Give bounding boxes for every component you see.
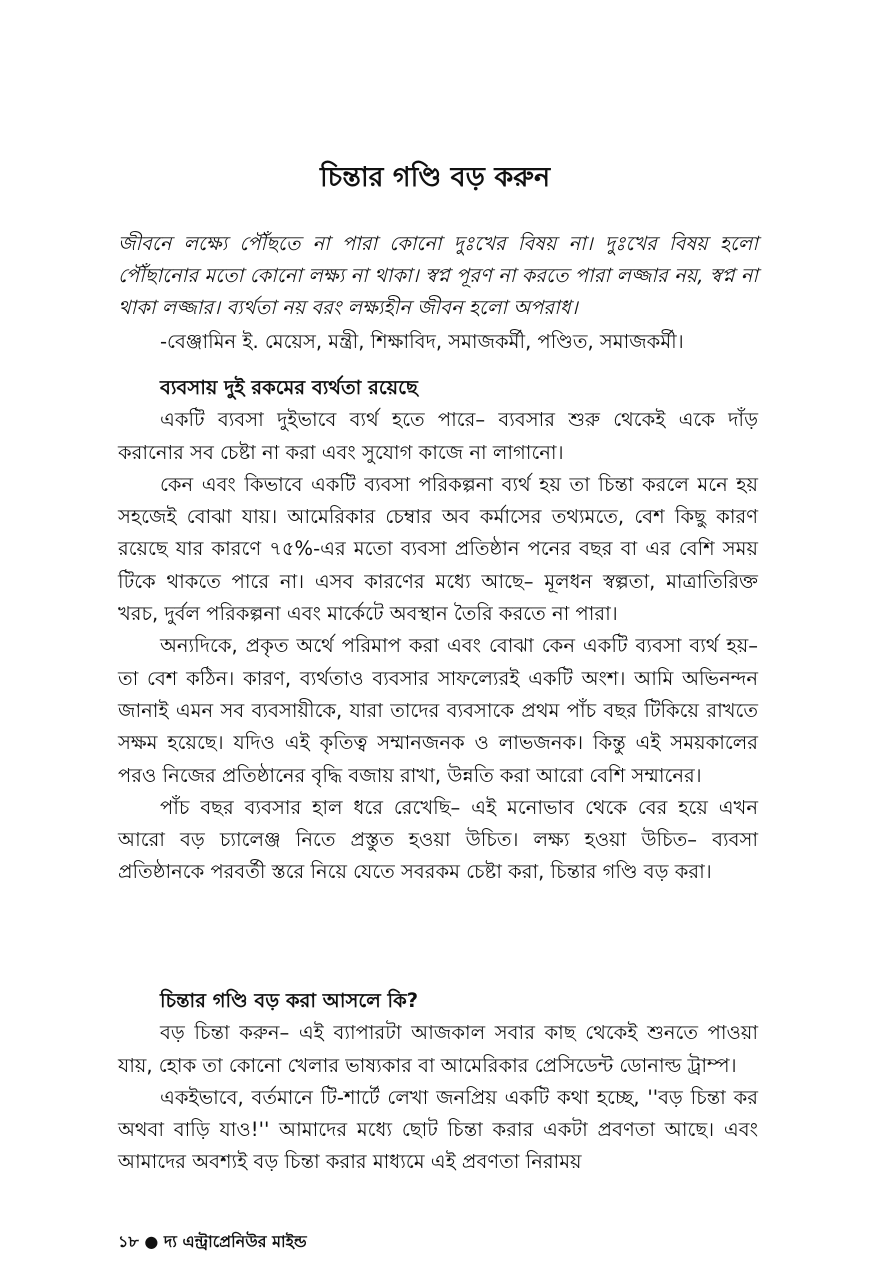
paragraph: পাঁচ বছর ব্যবসার হাল ধরে রেখেছি– এই মনোভাব থেকে বের হয়ে এখন আরো বড় চ্যালেঞ্জ নিতে প্রস্তুত হওয়া উচিত। লক্ষ্য হওয়া উচিত– ব্যবসা প্রতিষ্ঠানকে পরবর্তী স্তরে নিয়ে যেতে সবরকম চেষ্টা করা, চিন্তার গণ্ডি বড় করা। (118, 795, 758, 884)
paragraph: একইভাবে, বর্তমানে টি-শার্টে লেখা জনপ্রিয় একটি কথা হচ্ছে, ''বড় চিন্তা কর অথবা বাড়ি যাও!'' আমাদের মধ্যে ছোট চিন্তা করার একটা প্রবণতা আছে। এবং আমাদের অবশ্যই বড় চিন্তা করার মাধ্যমে এই প্রবণতা নিরাময় (118, 1085, 758, 1174)
section-think-big (118, 985, 758, 1179)
paragraph: বড় চিন্তা করুন– এই ব্যাপারটা আজকাল সবার কাছ থেকেই শুনতে পাওয়া যায়, হোক তা কোনো খেলার ভাষ্যকার বা আমেরিকার প্রেসিডেন্ট ডোনাল্ড ট্রাম্প। (118, 1021, 758, 1077)
paragraph: অন্যদিকে, প্রকৃত অর্থে পরিমাপ করা এবং বোঝা কেন একটি ব্যবসা ব্যর্থ হয়– তা বেশ কঠিন। কারণ, ব্যর্থতাও ব্যবসার সাফল্যেরই একটি অংশ। আমি অভিনন্দন জানাই এমন সব ব্যবসায়ীকে, যারা তাদের ব্যবসাকে প্রথম পাঁচ বছর টিকিয়ে রাখতে সক্ষম হয়েছে। যদিও এই কৃতিত্ব সম্মানজনক ও লাভজনক। কিন্তু এই সময়কালের পরও নিজের প্রতিষ্ঠানের বৃদ্ধি বজায় রাখা, উন্নতি করা আরো বেশি সম্মানের। (118, 634, 758, 787)
epigraph-attribution: -বেঞ্জামিন ই. মেয়েস, মন্ত্রী, শিক্ষাবিদ, সমাজকর্মী, পণ্ডিত, সমাজকর্মী। (160, 330, 684, 353)
section-heading: চিন্তার গণ্ডি বড় করা আসলে কি? (160, 989, 419, 1012)
section-business-failure (118, 372, 758, 889)
paragraph: একটি ব্যবসা দুইভাবে ব্যর্থ হতে পারে– ব্যবসার শুরু থেকেই একে দাঁড় করানোর সব চেষ্টা না করা এবং সুযোগ কাজে না লাগানো। (118, 408, 758, 464)
page-footer: ১৮ ● দ্য এন্ট্রাপ্রেনিউর মাইন্ড (118, 1232, 307, 1251)
section-heading: ব্যবসায় দুই রকমের ব্যর্থতা রয়েছে (160, 376, 418, 399)
epigraph-quote: জীবনে লক্ষ্যে পৌঁছতে না পারা কোনো দুঃখের বিষয় না। দুঃখের বিষয় হলো পৌঁছানোর মতো কোনো লক্ষ্য না থাকা। স্বপ্ন পূরণ না করতে পারা লজ্জার নয়, স্বপ্ন না থাকা লজ্জার। ব্যর্থতা নয় বরং লক্ষ্যহীন জীবন হলো অপরাধ। (118, 232, 758, 319)
paragraph: কেন এবং কিভাবে একটি ব্যবসা পরিকল্পনা ব্যর্থ হয় তা চিন্তা করলে মনে হয় সহজেই বোঝা যায়। আমেরিকার চেম্বার অব কর্মাসের তথ্যমতে, বেশ কিছু কারণ রয়েছে যার কারণে ৭৫%-এর মতো ব্যবসা প্রতিষ্ঠান পনের বছর বা এর বেশি সময় টিকে থাকতে পারে না। এসব কারণের মধ্যে আছে– মূলধন স্বল্পতা, মাত্রাতিরিক্ত খরচ, দুর্বল পরিকল্পনা এবং মার্কেটে অবস্থান তৈরি করতে না পারা। (118, 472, 758, 626)
chapter-title: চিন্তার গণ্ডি বড় করুন (319, 162, 551, 193)
